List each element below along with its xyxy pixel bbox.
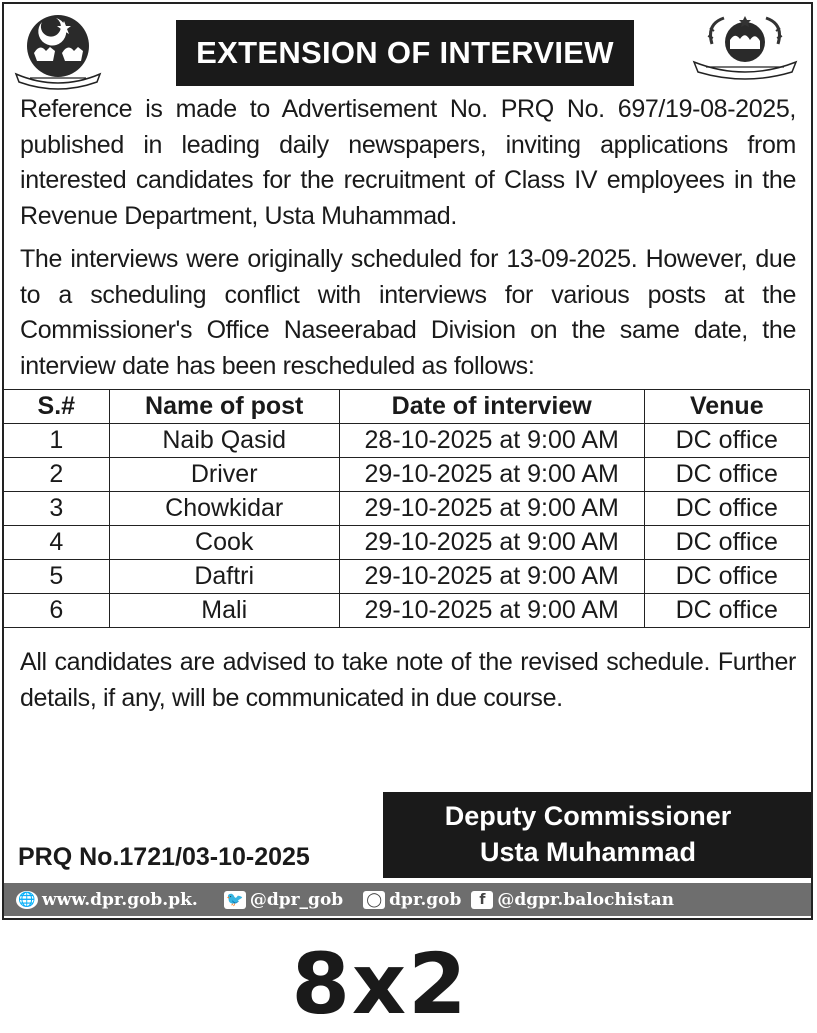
cell-post: Chowkidar: [109, 492, 339, 526]
footer-website[interactable]: [16, 890, 198, 910]
ad-size-label: 8x2: [291, 935, 469, 1033]
schedule-paragraph: The interviews were originally scheduled for 13-09-2025. However, due to a scheduling conflict with interviews for various posts at the Commissioner's Office Naseerabad Division on the same date, the interview date has been rescheduled as follows:: [20, 245, 796, 380]
advisory-paragraph: All candidates are advised to take note of the revised schedule. Further details, if any, will be communicated in due course.: [20, 648, 796, 712]
twitter-icon: 🐦: [224, 891, 246, 909]
cell-venue: DC office: [644, 424, 809, 458]
table-row: [4, 424, 810, 458]
header-serial: S.#: [4, 390, 110, 424]
header-post: Name of post: [109, 390, 339, 424]
reference-paragraph: Reference is made to Advertisement No. PRQ No. 697/19-08-2025, published in leading daily newspapers, inviting applications from interested candidates for the recruitment of Class IV employees in the Revenue Department, Usta Muhammad.: [20, 95, 796, 230]
footer-instagram[interactable]: [363, 890, 461, 910]
cell-date: 29-10-2025 at 9:00 AM: [339, 560, 644, 594]
cell-serial: 6: [4, 594, 110, 628]
cell-date: 29-10-2025 at 9:00 AM: [339, 458, 644, 492]
cell-date: 29-10-2025 at 9:00 AM: [339, 526, 644, 560]
website-text: www.dpr.gob.pk.: [42, 889, 198, 910]
signature-block: [383, 792, 811, 878]
cell-venue: DC office: [644, 560, 809, 594]
cell-venue: DC office: [644, 458, 809, 492]
balochistan-emblem-icon: [12, 8, 104, 90]
signatory-title: Deputy Commissioner: [444, 801, 732, 831]
notice-title: EXTENSION OF INTERVIEW: [176, 20, 634, 86]
cell-venue: DC office: [644, 594, 809, 628]
cell-serial: 4: [4, 526, 110, 560]
table-row: [4, 594, 810, 628]
table-row: [4, 526, 810, 560]
table-row: [4, 458, 810, 492]
cell-date: 28-10-2025 at 9:00 AM: [339, 424, 644, 458]
cell-post: Cook: [109, 526, 339, 560]
footer-facebook[interactable]: [471, 890, 674, 910]
interview-schedule-table: [3, 389, 810, 628]
cell-date: 29-10-2025 at 9:00 AM: [339, 492, 644, 526]
header-venue: Venue: [644, 390, 809, 424]
twitter-handle: @dpr_gob: [249, 889, 344, 910]
footer-bar: [4, 883, 811, 916]
cell-post: Mali: [109, 594, 339, 628]
table-row: [4, 560, 810, 594]
cell-serial: 5: [4, 560, 110, 594]
facebook-icon: f: [471, 891, 493, 909]
facebook-handle: @dgpr.balochistan: [497, 889, 675, 910]
cell-post: Driver: [109, 458, 339, 492]
instagram-icon: ◯: [363, 891, 385, 909]
dgpr-emblem-icon: [690, 14, 800, 82]
cell-venue: DC office: [644, 492, 809, 526]
header-date: Date of interview: [339, 390, 644, 424]
prq-number: PRQ No.1721/03-10-2025: [18, 843, 310, 871]
instagram-handle: dpr.gob: [389, 889, 462, 910]
cell-post: Naib Qasid: [109, 424, 339, 458]
footer-twitter[interactable]: [224, 890, 343, 910]
cell-serial: 3: [4, 492, 110, 526]
table-row: [4, 492, 810, 526]
cell-venue: DC office: [644, 526, 809, 560]
globe-icon: 🌐: [16, 891, 38, 909]
cell-serial: 2: [4, 458, 110, 492]
signatory-location: Usta Muhammad: [479, 837, 697, 867]
table-header-row: [4, 390, 810, 424]
cell-date: 29-10-2025 at 9:00 AM: [339, 594, 644, 628]
cell-post: Daftri: [109, 560, 339, 594]
cell-serial: 1: [4, 424, 110, 458]
